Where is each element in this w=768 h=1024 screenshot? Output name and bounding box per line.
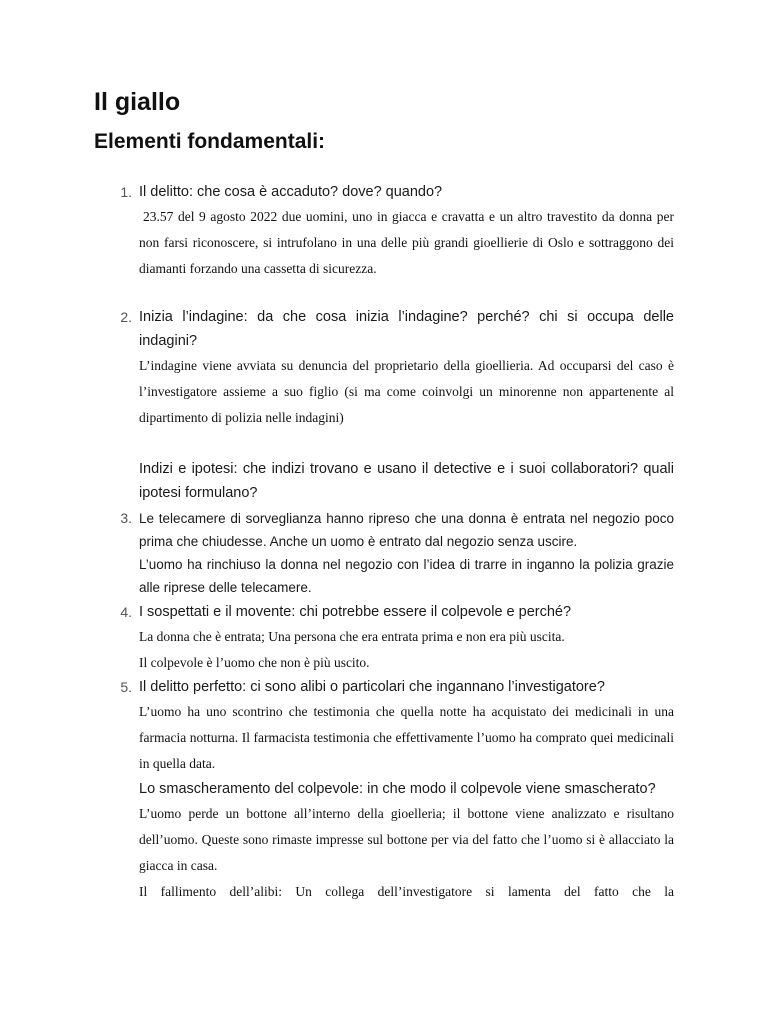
document-title: Il giallo [94,88,181,116]
item-answer: Le telecamere di sorveglianza hanno ripreso che una donna è entrata nel negozio poco prima che chiudesse. Anche un uomo è entrato dal negozio senza uscire. [139,511,674,549]
list-item [139,305,674,431]
item-question: Il delitto: che cosa è accaduto? dove? quando? [139,184,443,200]
document-subtitle: Elementi fondamentali: [94,130,326,153]
item-answer: 23.57 del 9 agosto 2022 due uomini, uno in giacca e cravatta e un altro travestito da donna per non farsi riconoscere, si intrufolano in una delle più grandi gioellierie di Oslo e sottraggono dei diamanti forzando una cassetta di sicurezza. [139,209,674,276]
list-item [139,507,674,599]
item-number: 3. [120,510,132,526]
item-answer: Il colpevole è l’uomo che non è più uscito. [139,655,370,670]
list-item [139,600,674,676]
item-answer: La donna che è entrata; Una persona che era entrata prima e non era più uscita. [139,629,565,644]
list-item [139,675,674,905]
item-answer: L’uomo perde un bottone all’interno della gioelleria; il bottone viene analizzato e risultano dell’uomo. Queste sono rimaste impresse sul bottone per via del fatto che l’uomo si è allacciato la giacca in casa. [139,806,674,873]
list-item [139,180,674,282]
item-number: 4. [120,604,132,620]
item-question: Lo smascheramento del colpevole: in che modo il colpevole viene smascherato? [139,781,656,797]
item-answer: L’uomo ha rinchiuso la donna nel negozio con l’idea di trarre in inganno la polizia grazie alle riprese delle telecamere. [139,557,674,595]
item-question: Indizi e ipotesi: che indizi trovano e usano il detective e i suoi collaboratori? quali ipotesi formulano? [139,461,674,501]
item-number: 5. [120,679,132,695]
item-answer: Il fallimento dell’alibi: Un collega dell’investigatore si lamenta del fatto che la [139,884,674,899]
item-answer: L’indagine viene avviata su denuncia del proprietario della gioellieria. Ad occuparsi del caso è l’investigatore assieme a suo figlio (si ma come coinvolgi un minorenne non appartenente al dipartimento di polizia nelle indagini) [139,358,674,425]
item-number: 2. [120,309,132,325]
item-answer: L’uomo ha uno scontrino che testimonia che quella notte ha acquistato dei medicinali in una farmacia notturna. Il farmacista testimonia che effettivamente l’uomo ha comprato quei medicinali in quella data. [139,704,674,771]
item-question: I sospettati e il movente: chi potrebbe essere il colpevole e perché? [139,604,572,620]
item-number: 1. [120,184,132,200]
list-item [139,457,674,505]
item-question: Il delitto perfetto: ci sono alibi o particolari che ingannano l’investigatore? [139,679,605,695]
item-question: Inizia l’indagine: da che cosa inizia l’indagine? perché? chi si occupa delle indagini? [139,309,674,349]
